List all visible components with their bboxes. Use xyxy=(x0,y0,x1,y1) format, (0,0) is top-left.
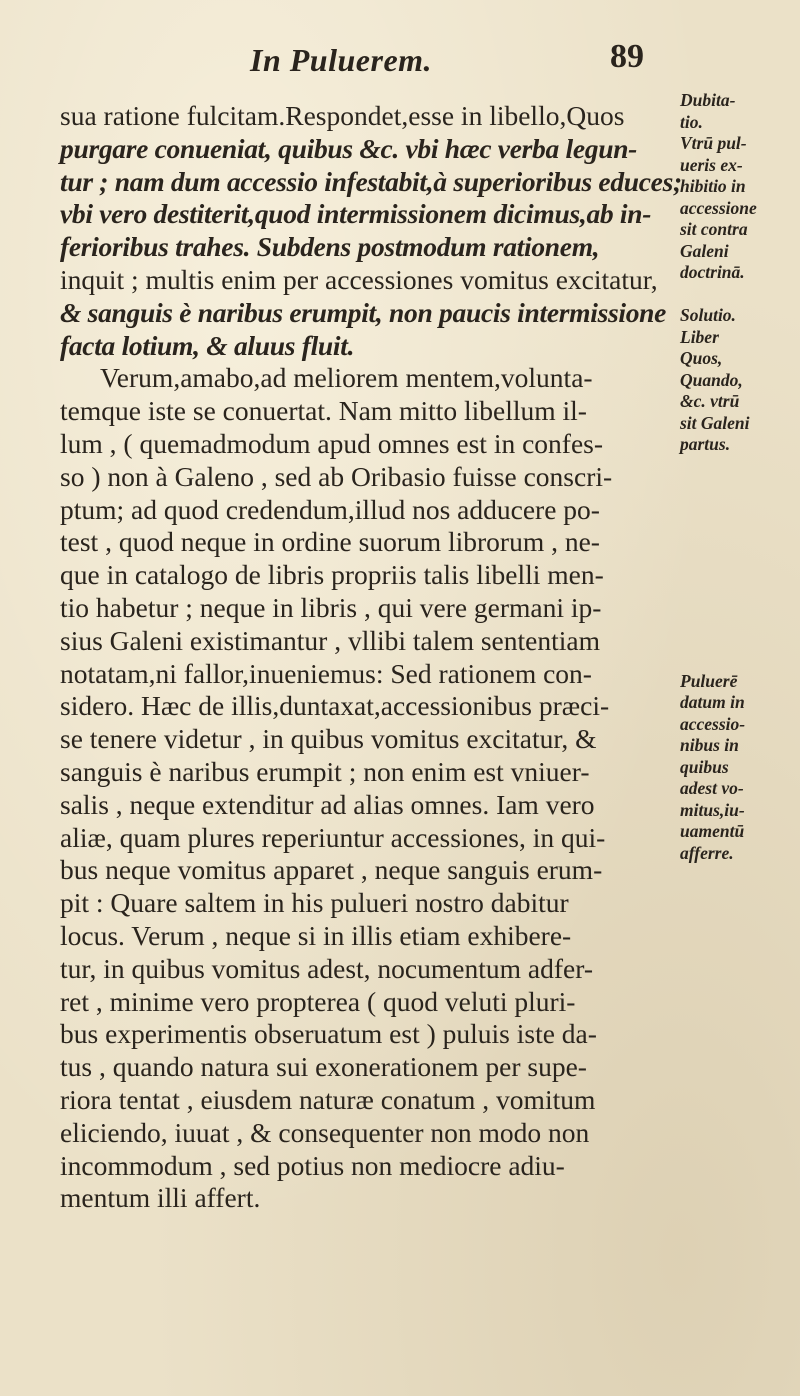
text-line: inquit ; multis enim per accessiones vomitus excitatur, xyxy=(60,263,658,295)
margin-note: Puluerē xyxy=(680,670,738,691)
text-line: test , quod neque in ordine suorum librorum , ne- xyxy=(60,526,600,558)
text-line: sius Galeni existimantur , vllibi talem sententiam xyxy=(60,624,600,656)
margin-note: datum in xyxy=(680,692,745,712)
text-line: tio habetur ; neque in libris , qui vere germani ip- xyxy=(60,591,602,623)
margin-note: sit contra xyxy=(680,219,748,239)
text-line: ret , minime vero propterea ( quod veluti pluri- xyxy=(60,985,576,1017)
text-line: riora tentat , eiusdem naturæ conatum , vomitum xyxy=(60,1083,596,1115)
margin-note: Vtrū pul- xyxy=(680,133,747,153)
text-line: locus. Verum , neque si in illis etiam exhibere- xyxy=(60,919,572,951)
margin-note: partus. xyxy=(680,434,731,454)
text-line: & sanguis è naribus erumpit, non paucis intermissione xyxy=(60,296,667,328)
margin-note: hibitio in xyxy=(680,176,746,196)
text-line: sua ratione fulcitam.Respondet,esse in libello,Quos xyxy=(60,100,625,131)
text-line: so ) non à Galeno , sed ab Oribasio fuisse conscri- xyxy=(60,460,613,492)
text-line: pit : Quare saltem in his pulueri nostro dabitur xyxy=(60,887,569,919)
text-line: sidero. Hæc de illis,duntaxat,accessionibus præci- xyxy=(60,690,610,722)
body-text-column xyxy=(60,100,682,1215)
margin-note: mitus,iu- xyxy=(680,799,745,820)
margin-note: uamentū xyxy=(680,821,745,841)
text-line: lum , ( quemadmodum apud omnes est in confes- xyxy=(60,427,604,459)
text-line: tur, in quibus vomitus adest, nocumentum adfer- xyxy=(60,952,593,984)
text-line: tur ; nam dum accessio infestabit,à superioribus educes; xyxy=(60,165,682,197)
margin-note: ueris ex- xyxy=(680,154,743,175)
margin-note: accessione xyxy=(680,197,757,218)
text-line: aliæ, quam plures reperiuntur accessiones, in qui- xyxy=(60,821,606,853)
margin-note: sit Galeni xyxy=(680,412,750,433)
margin-note: accessio- xyxy=(680,713,746,734)
text-line: que in catalogo de libris propriis talis libelli men- xyxy=(60,559,604,591)
margin-note: Liber xyxy=(680,326,719,347)
text-line: salis , neque extenditur ad alias omnes. Iam vero xyxy=(60,788,595,820)
text-line: mentum illi affert. xyxy=(60,1182,261,1214)
page-header xyxy=(0,38,800,92)
margin-note: adest vo- xyxy=(680,778,744,798)
page-number: 89 xyxy=(610,38,644,75)
text-line: purgare conueniat, quibus &c. vbi hæc verba legun- xyxy=(60,132,638,164)
text-line: vbi vero destiterit,quod intermissionem dicimus,ab in- xyxy=(60,198,652,230)
margin-note: Solutio. xyxy=(680,305,736,325)
text-line: incommodum , sed potius non mediocre adiu- xyxy=(60,1149,565,1181)
text-line: facta lotium, & aluus fluit. xyxy=(60,329,355,361)
text-line: bus experimentis obseruatum est ) puluis iste da- xyxy=(60,1018,597,1050)
text-line: bus neque vomitus apparet , neque sanguis erum- xyxy=(60,854,603,886)
text-line: temque iste se conuertat. Nam mitto libellum il- xyxy=(60,395,587,427)
margin-note: doctrinā. xyxy=(680,262,745,282)
running-head: In Puluerem. xyxy=(250,42,433,78)
margin-note: Galeni xyxy=(680,240,729,261)
text-line: ferioribus trahes. Subdens postmodum rationem, xyxy=(60,231,600,263)
text-line: notatam,ni fallor,inueniemus: Sed rationem con- xyxy=(60,657,592,689)
margin-note: &c. vtrū xyxy=(680,391,740,411)
text-line: tus , quando natura sui exonerationem per supe- xyxy=(60,1051,587,1083)
text-line: eliciendo, iuuat , & consequenter non modo non xyxy=(60,1116,590,1148)
margin-note: afferre. xyxy=(680,842,734,863)
margin-note: Quando, xyxy=(680,369,743,390)
text-line: Verum,amabo,ad meliorem mentem,volunta- xyxy=(100,362,593,394)
text-line: se tenere videtur , in quibus vomitus excitatur, & xyxy=(60,723,597,755)
margin-note: nibus in xyxy=(680,735,739,755)
margin-note: quibus xyxy=(680,756,729,777)
text-line: sanguis è naribus erumpit ; non enim est vniuer- xyxy=(60,755,590,787)
margin-note: Quos, xyxy=(680,348,723,368)
text-line: ptum; ad quod credendum,illud nos adducere po- xyxy=(60,493,600,525)
margin-note: tio. xyxy=(680,111,703,132)
margin-note: Dubita- xyxy=(680,90,736,110)
